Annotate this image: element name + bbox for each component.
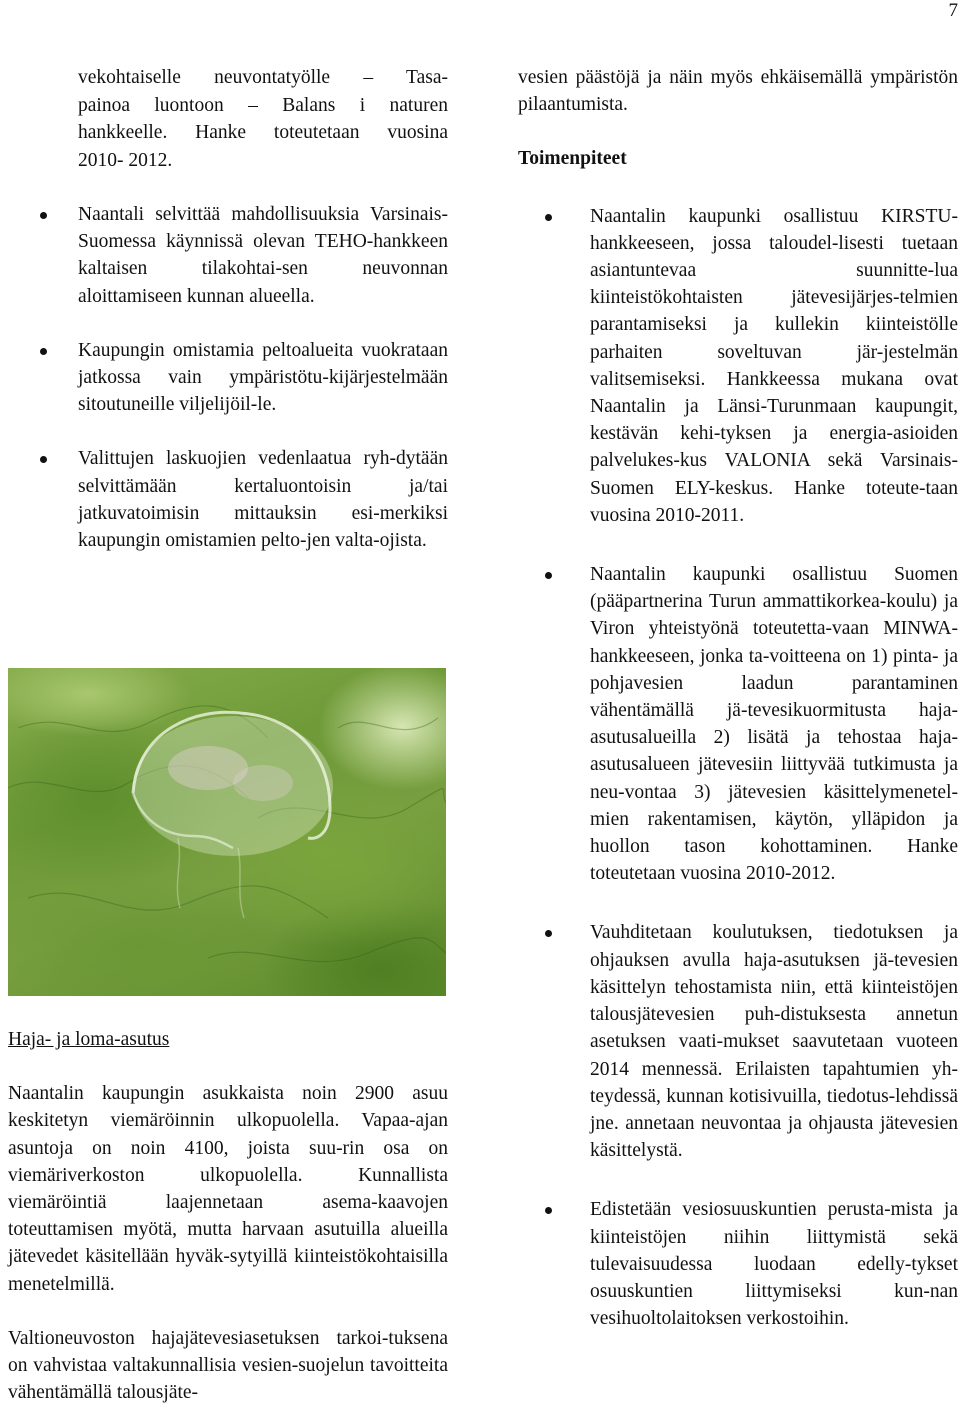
left-lower-section [8,1026,448,1406]
intro-line: 2010- 2012. [78,149,173,171]
left-bullet-list [8,201,448,554]
list-item [518,1196,958,1332]
paragraph: Valtioneuvoston hajajätevesiasetuksen tarkoi-tuksena on vahvistaa valtakunnallisia vesien-suojelun tavoitteita vähentämällä talousjäte- [8,1327,448,1404]
list-item-text: Naantalin kaupunki osallistuu KIRSTU-hankkeeseen, jossa taloudel-lisesti tuetaan asiantuntevaa suunnitte-lua kiinteistökohtaisten jätevesijärjes-telmien parantamiseksi ja kullekin kiinteistölle parhaiten soveltuvan jär-jestelmän valitsemiseksi. Hankkeessa mukana ovat Naantalin ja Länsi-Turunmaan kaupungit, kestävän kehi-tyksen ja energia-asioiden palvelukes-kus VALONIA sekä Varsinais-Suomen ELY-keskus. Hanke toteute-taan vuosina 2010-2011. [590,205,958,526]
page-number: 7 [948,0,958,21]
jellyfish-photo [8,668,446,996]
list-item-text: Naantalin kaupunki osallistuu Suomen (pääpartnerina Turun ammattikorkea-koulu) ja Viron yhteistyönä toteutetta-vaan MINWA-hankkeeseen, jonka ta-voitteena on 1) pinta- ja pohjavesien laadun parantaminen vähentämällä jä-tevesikuormitusta haja-asutusalueilla 2) lisätä ja tehostaa haja-asutusalueen jätevesiin liittyvää tutkimusta ja neu-vontaa 3) jätevesien käsittelymenetel-mien rakentamisen, käytön, ylläpidon ja huollon tason kohottaminen. Hanke toteutetaan vuosina 2010-2012. [590,564,958,885]
intro-line: painoa luontoon – Balans i naturen [78,94,448,116]
intro-line: vekohtaiselle neuvontatyölle – Tasa- [78,67,448,88]
bullet-icon [40,456,47,463]
right-column [518,64,958,1332]
list-item-text: Kaupungin omistamia peltoalueita vuokrataan jatkossa vain ympäristötu-kijärjestelmään sitoutuneille viljelijöil-le. [78,339,448,416]
intro-paragraph [8,64,448,174]
right-bullet-list [518,203,958,1333]
section-heading: Haja- ja loma-asutus [8,1029,170,1050]
bullet-icon [545,930,552,937]
bullet-icon [545,572,552,579]
list-item-text: Naantali selvittää mahdollisuuksia Varsinais-Suomessa käynnissä olevan TEHO-hankkeen kaltaisen tilakohtai-sen neuvonnan aloittamiseen kunnan alueella. [78,204,448,307]
bullet-icon [40,212,47,219]
jellyfish-illustration [8,668,446,996]
paragraph: Naantalin kaupungin asukkaista noin 2900 asuu keskitetyn viemäröinnin ulkopuolella. Vapaa-ajan asuntoja on noin 4100, joista suu-rin osa on viemäriverkoston ulkopuolella. Kunnallista viemäröintiä laajennetaan asema-kaavojen toteuttamisen myötä, mutta harvaan asutuilla alueilla jätevedet käsitellään hyväk-sytyillä kiinteistökohtaisilla menetelmillä. [8,1083,448,1295]
bullet-icon [545,1207,552,1214]
list-item-text: Valittujen laskuojien vedenlaatua ryh-dytään selvittämään kertaluontoisin ja/tai jatkuvatoimisin mittauksin esi-merkiksi kaupungin omistamien pelto-jen valta-ojista. [78,448,448,552]
list-item [518,561,958,887]
list-item-text: Vauhditetaan koulutuksen, tiedotuksen ja ohjauksen avulla haja-asutuksen jä-tevesien käsittelyn tehostamista niin, että kiinteistöjen talousjätevesien puh-distuksesta annetun asetuksen vaati-mukset saavutetaan vuoteen 2014 mennessä. Erilaisten tapahtumien yh-teydessä, kunnan kotisivuilla, tiedotus-lehdissä jne. annetaan neuvontaa ja ohjausta jätevesien käsittelystä. [590,922,958,1162]
list-item-text: Edistetään vesiosuuskuntien perusta-mista ja kiinteistöjen niihin liittymistä sekä tulevaisuudessa luodaan edelly-tykset osuuskuntien liittymiseksi kun-nan vesihuoltolaitoksen verkostoihin. [590,1199,958,1330]
paragraph: vesien päästöjä ja näin myös ehkäisemällä ympäristön pilaantumista. [518,67,958,116]
list-item [8,337,448,419]
list-item [518,203,958,529]
bullet-icon [40,348,47,355]
intro-line: hankkeelle. Hanke toteutetaan vuosina [78,122,448,143]
list-item [8,445,448,554]
section-heading: Toimenpiteet [518,148,627,170]
left-column [8,64,448,554]
list-item [518,919,958,1164]
list-item [8,201,448,310]
bullet-icon [545,214,552,221]
